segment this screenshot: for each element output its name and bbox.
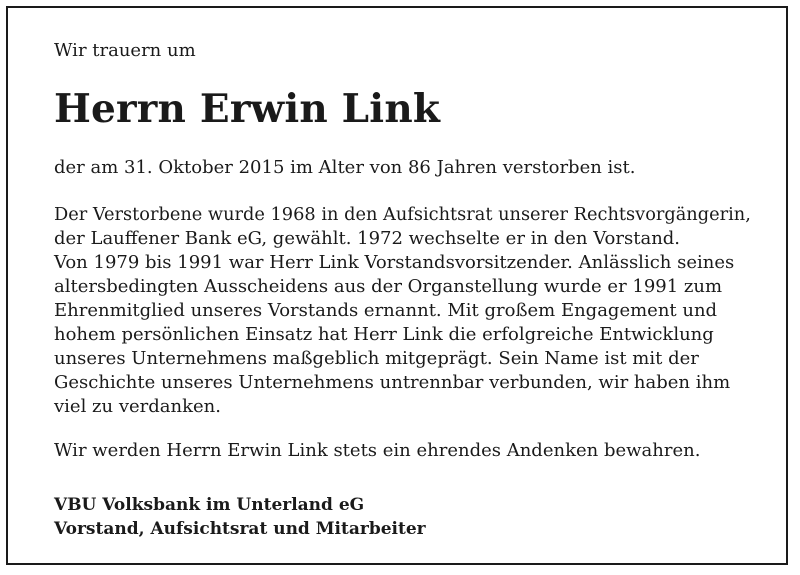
bio-line: der Lauffener Bank eG, gewählt. 1972 wechselte er in den Vorstand. xyxy=(54,228,681,249)
intro-line: Wir trauern um xyxy=(54,40,196,61)
bio-line: Der Verstorbene wurde 1968 in den Aufsichtsrat unserer Rechtsvorgängerin, xyxy=(54,205,751,225)
deceased-name: Herrn Erwin Link xyxy=(54,86,441,132)
obituary-notice xyxy=(6,6,788,565)
bio-line: viel zu verdanken. xyxy=(54,396,222,417)
bio-line: altersbedingten Ausscheidens aus der Organstellung wurde er 1991 zum xyxy=(54,276,723,297)
bio-line: Geschichte unseres Unternehmens untrennbar verbunden, wir haben ihm xyxy=(54,372,731,393)
death-date-line: der am 31. Oktober 2015 im Alter von 86 Jahren verstorben ist. xyxy=(54,157,636,178)
bio-line: unseres Unternehmens maßgeblich mitgeprägt. Sein Name ist mit der xyxy=(54,348,699,369)
bio-line: hohem persönlichen Einsatz hat Herr Link die erfolgreiche Entwicklung xyxy=(54,324,714,345)
remembrance-line: Wir werden Herrn Erwin Link stets ein ehrendes Andenken bewahren. xyxy=(54,440,701,461)
bio-line: Von 1979 bis 1991 war Herr Link Vorstandsvorsitzender. Anlässlich seines xyxy=(54,252,735,273)
signature-members: Vorstand, Aufsichtsrat und Mitarbeiter xyxy=(54,519,426,539)
signature-organization: VBU Volksbank im Unterland eG xyxy=(54,495,365,515)
biography-paragraph xyxy=(54,203,751,419)
bio-line: Ehrenmitglied unseres Vorstands ernannt. Mit großem Engagement und xyxy=(54,300,718,321)
